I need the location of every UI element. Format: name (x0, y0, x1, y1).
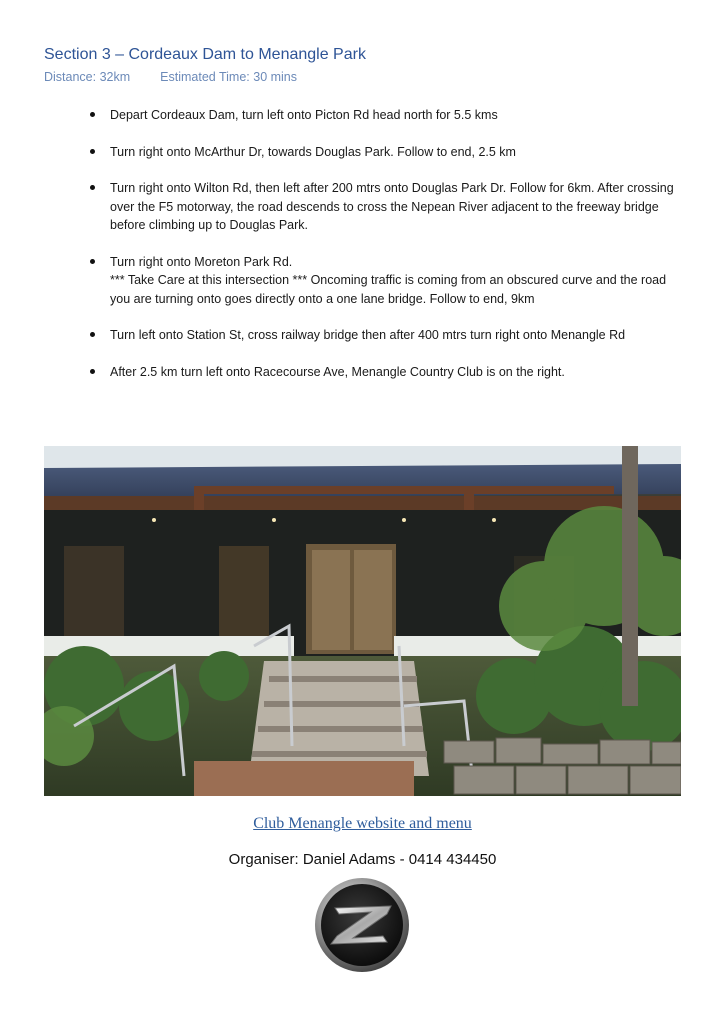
time-label: Estimated Time: 30 mins (160, 70, 298, 84)
step-text: After 2.5 km turn left onto Racecourse Ave, Menangle Country Club is on the right. (110, 364, 565, 379)
clubhouse-illustration (44, 446, 681, 796)
direction-step-2 (110, 143, 680, 162)
step-text: Depart Cordeaux Dam, turn left onto Picton Rd head north for 5.5 kms (110, 108, 498, 122)
section-meta (44, 70, 297, 84)
step-text: Turn right onto McArthur Dr, towards Douglas Park. Follow to end, 2.5 km (110, 144, 516, 159)
direction-step-4 (110, 253, 680, 309)
direction-step-5 (110, 326, 680, 345)
directions-list (110, 106, 680, 399)
step-text: Turn right onto Wilton Rd, then left after 200 mtrs onto Douglas Park Dr. Follow for 6km. After crossing over the F5 motorway, the road descends to cross the Nepean River adjacent to the freeway bridge before climbing up to Douglas Park. (110, 181, 674, 232)
direction-step-1 (110, 106, 680, 125)
club-menangle-link[interactable]: Club Menangle website and menu (253, 815, 472, 832)
step-warning-text: *** Take Care at this intersection *** Oncoming traffic is coming from an obscured curve and the road you are turning onto goes directly onto a one lane bridge. Follow to end, 9km (110, 273, 667, 306)
clubhouse-photo (44, 446, 681, 796)
direction-step-6 (110, 363, 680, 382)
direction-step-3 (110, 179, 680, 235)
z-logo-icon (313, 876, 411, 974)
section-title: Section 3 – Cordeaux Dam to Menangle Park (44, 46, 366, 63)
distance-label: Distance: 32km (44, 70, 131, 84)
organiser-contact: Organiser: Daniel Adams - 0414 434450 (228, 851, 497, 868)
step-text: Turn right onto Moreton Park Rd. (110, 254, 293, 269)
z-badge-logo (313, 876, 411, 974)
step-text: Turn left onto Station St, cross railway bridge then after 400 mtrs turn right onto Menangle Rd (110, 328, 626, 342)
